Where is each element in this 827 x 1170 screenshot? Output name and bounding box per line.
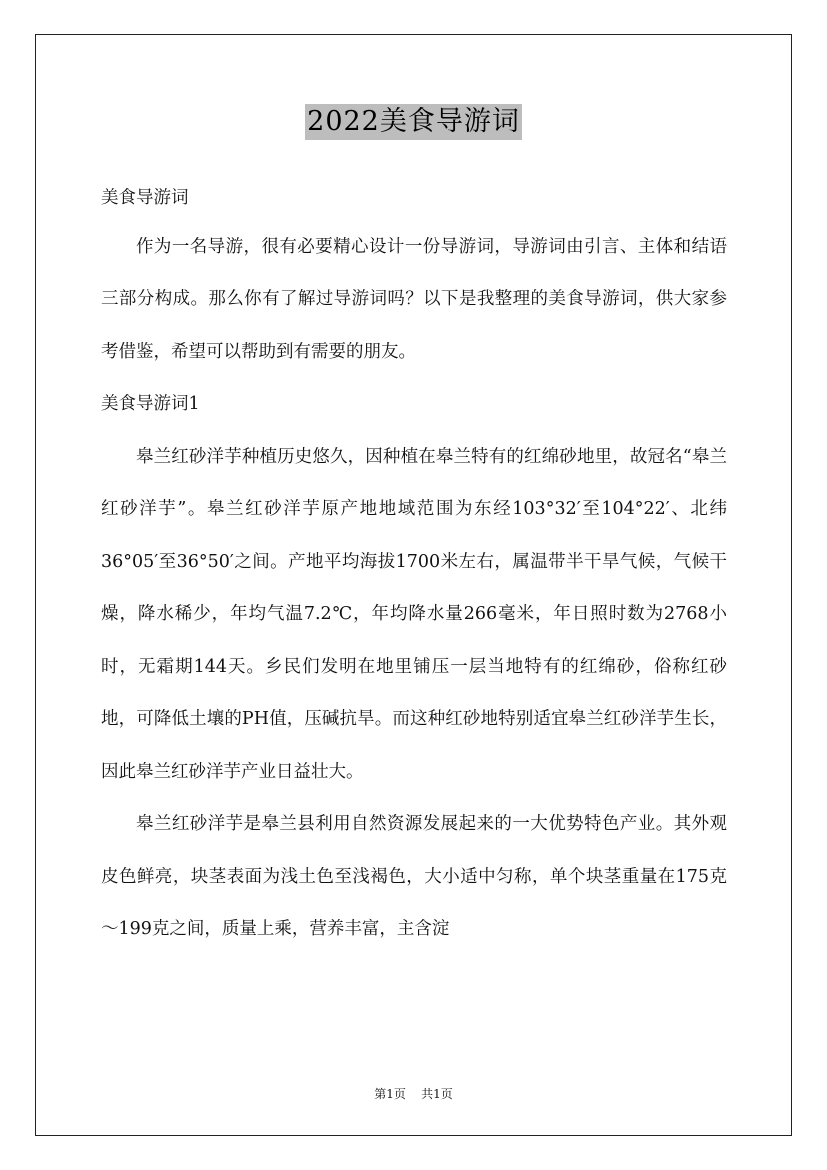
intro-paragraph: 作为一名导游，很有必要精心设计一份导游词，导游词由引言、主体和结语三部分构成。那么你有了解过导游词吗？以下是我整理的美食导游词，供大家参考借鉴，希望可以帮助到有需要的朋友。	[101, 236, 727, 362]
page-number: 第1页	[374, 1087, 406, 1101]
section-heading: 美食导游词1	[101, 394, 200, 414]
total-pages: 共1页	[421, 1087, 453, 1101]
document-title: 2022美食导游词	[305, 104, 522, 140]
title-container	[0, 104, 827, 140]
subtitle-paragraph: 美食导游词	[101, 188, 189, 208]
document-body	[101, 172, 727, 956]
page-footer	[0, 1085, 827, 1102]
body-paragraph: 皋兰红砂洋芋种植历史悠久，因种植在皋兰特有的红绵砂地里，故冠名“皋兰红砂洋芋”。皋兰红砂洋芋原产地地域范围为东经103°32′至104°22′、北纬36°05′至36°50′之间。产地平均海拔1700米左右，属温带半干旱气候，气候干燥，降水稀少，年均气温7.2℃，年均降水量266毫米，年日照时数为2768小时，无霜期144天。乡民们发明在地里铺压一层当地特有的红绵砂，俗称红砂地，可降低土壤的PH值，压碱抗旱。而这种红砂地特别适宜皋兰红砂洋芋生长，因此皋兰红砂洋芋产业日益壮大。	[101, 446, 727, 782]
body-paragraph: 皋兰红砂洋芋是皋兰县利用自然资源发展起来的一大优势特色产业。其外观皮色鲜亮，块茎表面为浅土色至浅褐色，大小适中匀称，单个块茎重量在175克～199克之间，质量上乘，营养丰富，主含淀	[101, 814, 727, 939]
